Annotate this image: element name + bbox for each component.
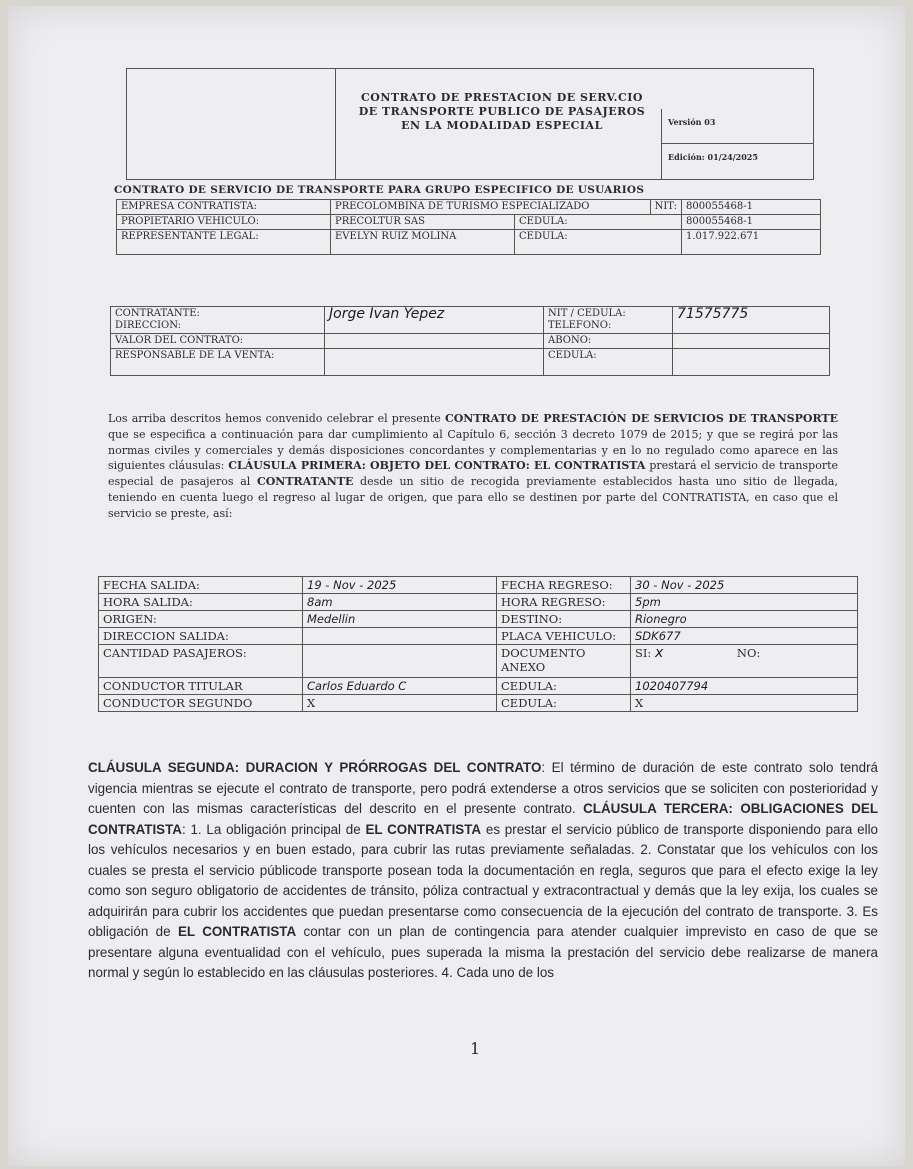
direccion-label: DIRECCION: — [115, 320, 182, 331]
intro-paragraph: Los arriba descritos hemos convenido celebrar el presente CONTRATO DE PRESTACIÓN DE SERVICIOS DE TRANSPORTE que se especifica a continuación para dar cumplimiento al Capítulo 6, sección 3 decreto 1079 de 2015; y que se regirá por las normas civiles y comerciales y demás disposiciones concordantes y complementarias y en lo no regulado como aparece en las siguientes cláusulas: CLÁUSULA PRIMERA: OBJETO DEL CONTRATO: EL CONTRATISTA prestará el servicio de transporte especial de pasajeros al CONTRATANTE desde un sitio de recogida previamente establecidos hasta uno sitio de llegada, teniendo en cuenta luego el regreso al lugar de origen, que para ello se destinen por parte del CONTRATISTA, en caso que el servicio se preste, así: — [108, 412, 839, 520]
hora-regreso-value: 5pm — [631, 594, 858, 611]
cedula-label: CEDULA: — [515, 230, 682, 255]
placa-value: SDK677 — [631, 628, 858, 645]
hora-salida-label: HORA SALIDA: — [99, 594, 303, 611]
contratante-label: CONTRATANTE: — [115, 308, 200, 319]
conductor-segundo-label: CONDUCTOR SEGUNDO — [99, 695, 303, 712]
contratante-table — [110, 306, 830, 376]
fecha-salida-label: FECHA SALIDA: — [99, 577, 303, 594]
nit-cedula-value: 71575775 — [673, 307, 830, 334]
cedula-value: 800055468-1 — [682, 215, 821, 230]
fecha-regreso-value: 30 - Nov - 2025 — [631, 577, 858, 594]
origen-value: Medellin — [303, 611, 497, 628]
cedula-label: CEDULA: — [515, 215, 682, 230]
representante-value: EVELYN RUIZ MOLINA — [331, 230, 515, 255]
cedula-value: 1020407794 — [631, 678, 858, 695]
page-number: 1 — [470, 1039, 481, 1058]
origen-label: ORIGEN: — [99, 611, 303, 628]
nit-label: NIT: — [650, 200, 681, 215]
cedula-label: CEDULA: — [497, 678, 631, 695]
responsable-label: RESPONSABLE DE LA VENTA: — [111, 349, 325, 376]
trip-table — [98, 576, 858, 712]
edition-label: Edición: 01/24/2025 — [668, 152, 758, 162]
nit-value: 800055468-1 — [682, 200, 821, 215]
logo-area — [127, 69, 336, 179]
representante-label: REPRESENTANTE LEGAL: — [117, 230, 331, 255]
cedula-label: CEDULA: — [497, 695, 631, 712]
fecha-regreso-label: FECHA REGRESO: — [497, 577, 631, 594]
placa-label: PLACA VEHICULO: — [497, 628, 631, 645]
empresa-label: EMPRESA CONTRATISTA: — [117, 200, 331, 215]
empresa-value: PRECOLOMBINA DE TURISMO ESPECIALIZADO — [331, 200, 651, 215]
document-header — [126, 68, 814, 180]
hora-salida-value: 8am — [303, 594, 497, 611]
abono-label: ABONO: — [544, 334, 673, 349]
conductor-titular-label: CONDUCTOR TITULAR — [99, 678, 303, 695]
cantidad-label: CANTIDAD PASAJEROS: — [99, 645, 303, 678]
section-title: CONTRATO DE SERVICIO DE TRANSPORTE PARA GRUPO ESPECIFICO DE USUARIOS — [114, 184, 645, 196]
direccion-salida-label: DIRECCION SALIDA: — [99, 628, 303, 645]
documento-anexo-options: SI: x NO: — [631, 645, 858, 678]
document-title: CONTRATO DE PRESTACION DE SERV.CIO DE TRANSPORTE PUBLICO DE PASAJEROS EN LA MODALIDAD ESPECIAL — [358, 91, 646, 132]
documento-anexo-label: DOCUMENTO ANEXO — [497, 645, 631, 678]
destino-value: Rionegro — [631, 611, 858, 628]
destino-label: DESTINO: — [497, 611, 631, 628]
cedula-value: 1.017.922.671 — [682, 230, 821, 255]
contratante-value: Jorge Ivan Yepez — [325, 307, 544, 334]
clauses-paragraph: CLÁUSULA SEGUNDA: DURACION Y PRÓRROGAS DEL CONTRATO: El término de duración de este contrato solo tendrá vigencia mientras se ejecute el contrato de transporte, pero podrá extenderse a otros servicios que se soliciten con posterioridad y cuenten con las mismas características del descrito en el presente contrato. CLÁUSULA TERCERA: OBLIGACIONES DEL CONTRATISTA: 1. La obligación principal de EL CONTRATISTA es prestar el servicio público de transporte disponiendo para ello los vehículos necesarios y en buen estado, para cubrir las rutas previamente señaladas. 2. Constatar que los vehículos con los cuales se presta el servicio públicode transporte posean toda la documentación en regla, seguros que para el efecto exige la ley como son seguro obligatorio de accidentes de tránsito, póliza contractual y extracontractual y demás que la ley exija, los cuales se adquirirán para cubrir los accidentes que puedan presentarse como consecuencia de la ejecución del contrato de transporte. 3. Es obligación de EL CONTRATISTA contar con un plan de contingencia para atender cualquier imprevisto en caso de que se presentare alguna eventualidad con el vehículo, pues superada la misma la prestación del servicio debe realizarse de manera normal y según lo establecido en las cláusulas posteriores. 4. Cada uno de los — [88, 760, 879, 980]
si-mark: x — [654, 645, 664, 661]
cedula-label: CEDULA: — [544, 349, 673, 376]
propietario-label: PROPIETARIO VEHICULO: — [117, 215, 331, 230]
propietario-value: PRECOLTUR SAS — [331, 215, 515, 230]
company-table — [116, 199, 821, 255]
version-label: Versión 03 — [662, 109, 814, 144]
nit-cedula-label: NIT / CEDULA: — [548, 308, 626, 319]
version-box — [661, 109, 814, 179]
conductor-segundo-value: X — [303, 695, 497, 712]
hora-regreso-label: HORA REGRESO: — [497, 594, 631, 611]
valor-label: VALOR DEL CONTRATO: — [111, 334, 325, 349]
cedula-value: X — [631, 695, 858, 712]
telefono-label: TELEFONO: — [548, 320, 612, 331]
fecha-salida-value: 19 - Nov - 2025 — [303, 577, 497, 594]
contract-page — [8, 6, 905, 1166]
conductor-titular-signature: Carlos Eduardo C — [303, 678, 497, 695]
